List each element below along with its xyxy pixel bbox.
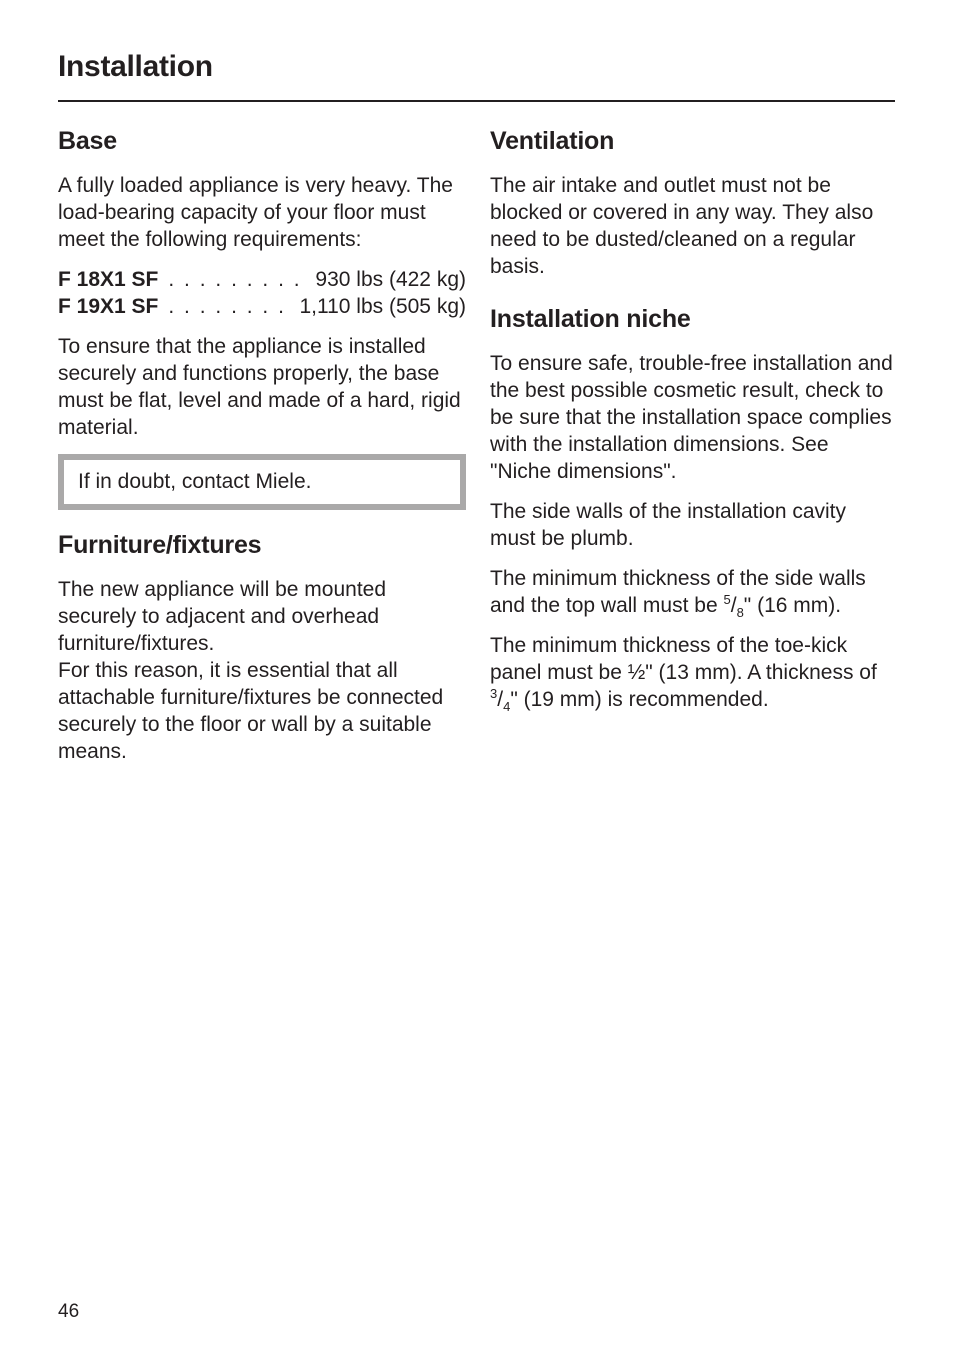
base-body: To ensure that the appliance is installed securely and functions properly, the base must be flat, level and made of a hard, rigid material.: [58, 335, 461, 439]
niche-para-4-text: The minimum thickness of the toe-kick panel must be ½" (13 mm). A thickness of: [490, 634, 877, 684]
fraction-denominator: 4: [503, 699, 511, 715]
ventilation-heading: Ventilation: [490, 127, 615, 155]
niche-heading: Installation niche: [490, 305, 691, 333]
spec-leader-dots: . . . . . . . .: [168, 295, 286, 318]
spec-model: F 19X1 SF: [58, 295, 159, 318]
page-number: 46: [58, 1301, 80, 1322]
niche-para-4-suffix: " (19 mm) is recommended.: [510, 688, 769, 711]
niche-para-1: To ensure safe, trouble-free installation and the best possible cosmetic result, check to be sure that the installation space complies with the installation dimensions. See "Niche dimensions".: [490, 352, 893, 483]
note-box: [58, 454, 466, 510]
niche-para-2: The side walls of the installation cavity must be plumb.: [490, 500, 847, 550]
spec-row: [58, 293, 466, 320]
fraction-slash: /: [497, 688, 504, 711]
furniture-heading: Furniture/fixtures: [58, 531, 262, 559]
niche-para-4: [490, 632, 895, 713]
ventilation-section: [490, 124, 895, 280]
title-divider: [58, 100, 895, 102]
base-heading: Base: [58, 127, 117, 155]
spec-leader-dots: . . . . . . . . .: [168, 268, 302, 291]
page-title: Installation: [58, 50, 213, 83]
furniture-para-1: The new appliance will be mounted securely to adjacent and overhead furniture/fixtures.: [58, 578, 387, 655]
ventilation-body: The air intake and outlet must not be blocked or covered in any way. They also need to be dusted/cleaned on a regular basis.: [490, 174, 874, 278]
base-intro: A fully loaded appliance is very heavy. The load-bearing capacity of your floor must meet the following requirements:: [58, 174, 453, 251]
fraction-five-eighths: [723, 592, 744, 621]
niche-section: [490, 302, 895, 713]
spec-model: F 18X1 SF: [58, 268, 159, 291]
niche-para-3: [490, 565, 895, 619]
niche-para-3-suffix: " (16 mm).: [743, 594, 842, 617]
spec-row: [58, 266, 466, 293]
fraction-slash: /: [730, 594, 737, 617]
fraction-numerator: 3: [490, 686, 498, 701]
note-text: If in doubt, contact Miele.: [78, 470, 312, 493]
left-column: [58, 124, 466, 778]
furniture-section: [58, 528, 466, 765]
fraction-numerator: 5: [723, 592, 731, 607]
fraction-denominator: 8: [736, 605, 744, 621]
spec-value: 1,110 lbs (505 kg): [299, 295, 466, 318]
niche-para-3-text: The minimum thickness of the side walls and the top wall must be: [490, 567, 866, 617]
weight-spec-table: [58, 266, 466, 320]
furniture-para-2: For this reason, it is essential that all attachable furniture/fixtures be connected securely to the floor or wall by a suitable means.: [58, 659, 444, 763]
base-section: [58, 124, 466, 510]
right-column: [490, 124, 895, 726]
fraction-three-quarters: [490, 686, 511, 715]
spec-value: 930 lbs (422 kg): [315, 268, 466, 291]
